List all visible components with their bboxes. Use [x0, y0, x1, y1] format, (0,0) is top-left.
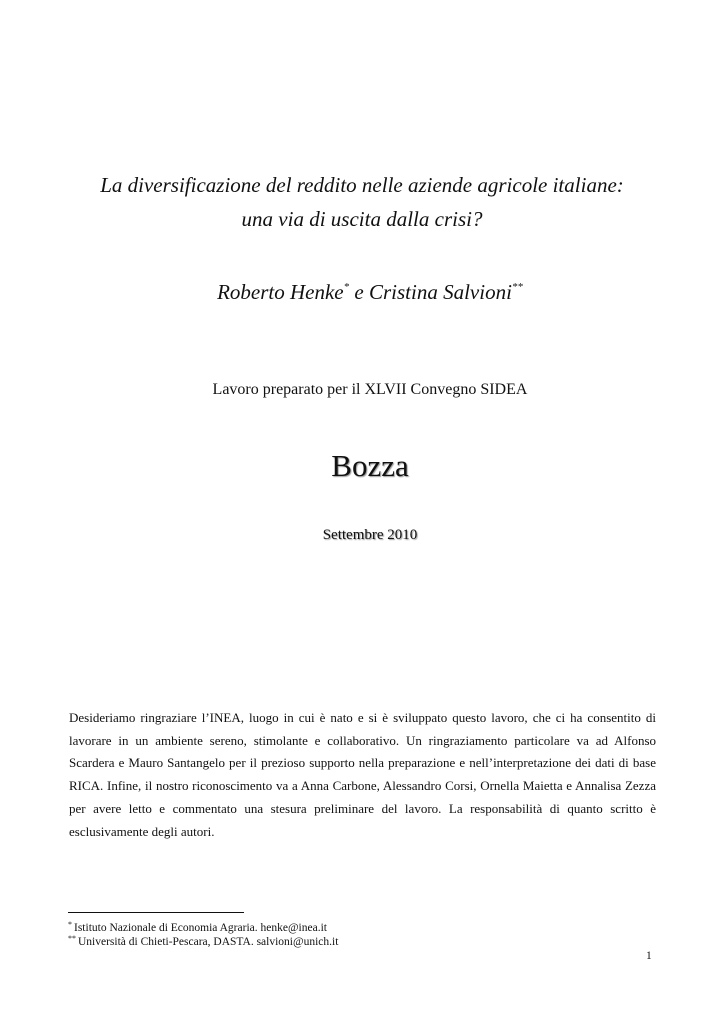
title-line-2: una via di uscita dalla crisi? — [241, 207, 483, 231]
page-number: 1 — [646, 950, 652, 962]
footnote-2-text: Università di Chieti-Pescara, DASTA. salvioni@unich.it — [78, 936, 339, 948]
footnote-separator — [68, 912, 244, 913]
author-2: Cristina Salvioni — [368, 280, 512, 304]
date: Settembre 2010 — [322, 527, 418, 543]
author-2-footnote-mark: ** — [511, 281, 523, 293]
footnote-2 — [68, 932, 338, 949]
title-line-1: La diversificazione del reddito nelle aziende agricole italiane: — [100, 173, 624, 197]
author-1-footnote-mark: * — [343, 281, 350, 293]
footnote-1-mark: * — [68, 920, 72, 929]
authors — [0, 280, 724, 305]
footnote-2-mark: ** — [68, 934, 76, 943]
prepared-for: Lavoro preparato per il XLVII Convegno SIDEA — [212, 381, 528, 398]
acknowledgement-paragraph: Desideriamo ringraziare l’INEA, luogo in cui è nato e si è sviluppato questo lavoro, che ci ha consentito di lavorare in un ambiente sereno, stimolante e collaborativo. Un ringraziamento particolare va ad Alfonso Scardera e Mauro Santangelo per il prezioso supporto nella preparazione e nell’interpretazione dei dati di base RICA. Infine, il nostro riconoscimento va a Anna Carbone, Alessandro Corsi, Ornella Maietta e Annalisa Zezza per avere letto e commentato una stesura preliminare del lavoro. La responsabilità di quanto scritto è esclusivamente degli autori. — [69, 710, 656, 839]
footnote-1-text: Istituto Nazionale di Economia Agraria. henke@inea.it — [74, 922, 327, 934]
draft-label: Bozza — [331, 448, 409, 483]
author-joiner: e — [349, 280, 369, 304]
author-1: Roberto Henke — [217, 280, 344, 304]
